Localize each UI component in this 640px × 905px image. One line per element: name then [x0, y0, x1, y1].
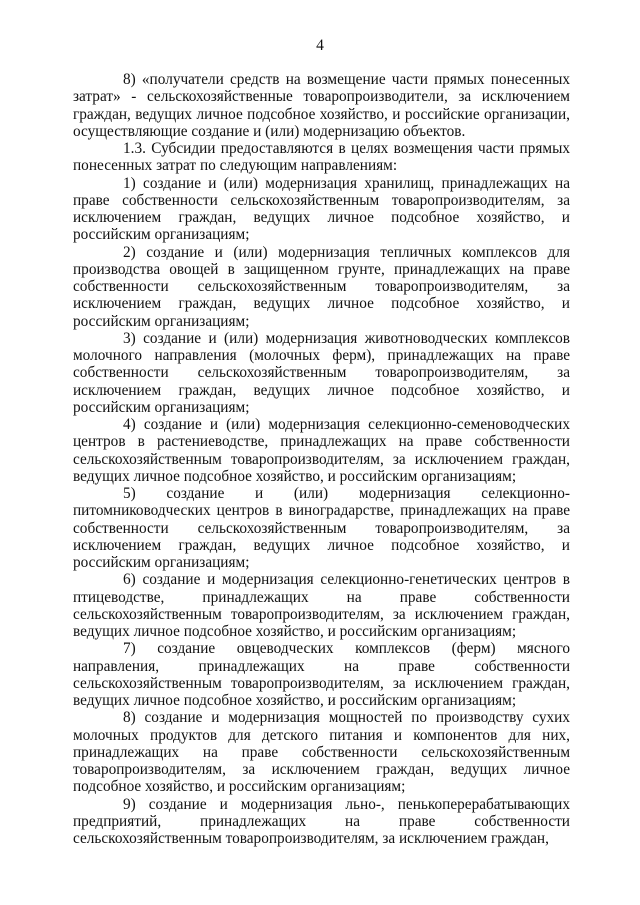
list-item-sheep-farms: 7) создание овцеводческих комплексов (ферм) мясного направления, принадлежащих на праве собственности сельскохозяйственным товаропроизводителям, за исключением граждан, ведущих личное подсобное хозяйство, и российским организациям; — [73, 640, 570, 709]
list-item-dry-milk: 8) создание и модернизация мощностей по производству сухих молочных продуктов для детского питания и компонентов для них, принадлежащих на праве собственности сельскохозяйственным товаропроизводителям, за исключением граждан, ведущих личное подсобное хозяйство, и российским организациям; — [73, 709, 570, 796]
list-item-storage: 1) создание и (или) модернизация хранилищ, принадлежащих на праве собственности сельскохозяйственным товаропроизводителям, за исключением граждан, ведущих личное подсобное хозяйство, и российским организациям; — [73, 174, 570, 244]
list-item-nursery-centers: 5) создание и (или) модернизация селекционно-питомниководческих центров в виноградарстве, принадлежащих на праве собственности сельскохозяйственным товаропроизводителям, за исключением граждан, ведущих личное подсобное хозяйство, и российским организациям; — [73, 485, 570, 571]
list-item-dairy-complexes: 3) создание и (или) модернизация животноводческих комплексов молочного направления (молочных ферм), принадлежащих на праве собственности сельскохозяйственным товаропроизводителям, за исключением граждан, ведущих личное подсобное хозяйство, и российским организациям; — [73, 329, 570, 416]
list-item-poultry-genetics: 6) создание и модернизация селекционно-генетических центров в птицеводстве, принадлежащих на праве собственности сельскохозяйственным товаропроизводителям, за исключением граждан, ведущих личное подсобное хозяйство, и российским организациям; — [73, 571, 570, 640]
list-item-seed-centers: 4) создание и (или) модернизация селекционно-семеноводческих центров в растениеводстве, принадлежащих на праве собственности сельскохозяйственным товаропроизводителям, за исключением граждан, ведущих личное подсобное хозяйство, и российским организациям; — [73, 416, 570, 485]
list-item-flax-hemp: 9) создание и модернизация льно-, пенькоперерабатывающих предприятий, принадлежащих на праве собственности сельскохозяйственным товаропроизводителям, за исключением граждан, — [73, 795, 570, 847]
paragraph-definition-recipients: 8) «получатели средств на возмещение части прямых понесенных затрат» - сельскохозяйственные товаропроизводители, за исключением граждан, ведущих личное подсобное хозяйство, и российские организации, осуществляющие создание и (или) модернизацию объектов. — [73, 71, 570, 140]
list-item-greenhouses: 2) создание и (или) модернизация тепличных комплексов для производства овощей в защищенном грунте, принадлежащих на праве собственности сельскохозяйственным товаропроизводителям, за исключением граждан, ведущих личное подсобное хозяйство, и российским организациям; — [73, 243, 570, 330]
page-number: 4 — [316, 37, 324, 54]
document-body — [73, 71, 570, 847]
paragraph-section-1-3: 1.3. Субсидии предоставляются в целях возмещения части прямых понесенных затрат по следующим направлениям: — [73, 140, 570, 175]
